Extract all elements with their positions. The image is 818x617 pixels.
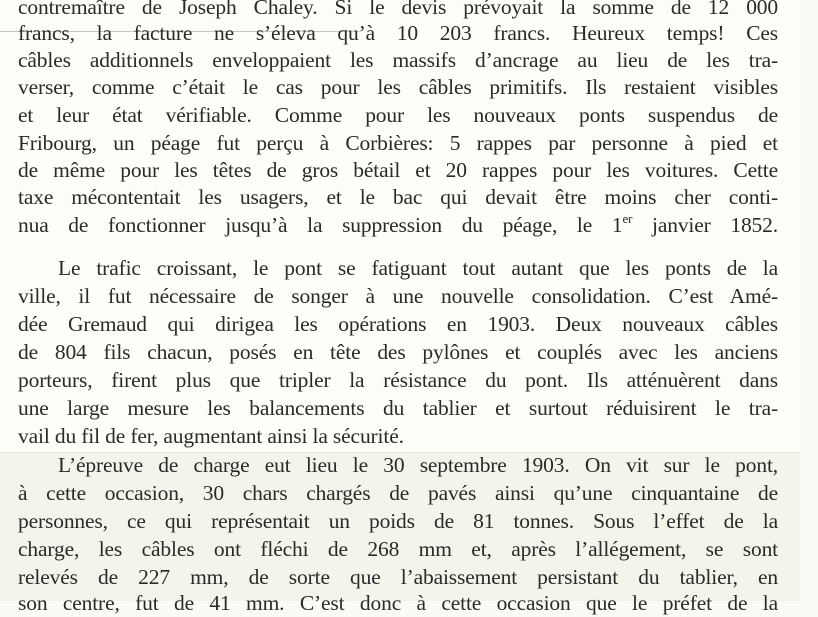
text-line: charge, les câbles ont fléchi de 268 mm et, après l’allégement, se sont xyxy=(18,537,778,561)
text-line: vail du fil de fer, augmentant ainsi la sécurité. xyxy=(18,424,404,448)
text-line-indented: L’épreuve de charge eut lieu le 30 septembre 1903. On vit sur le pont, xyxy=(58,453,778,477)
text-line: francs, la facture ne s’éleva qu’à 10 203 francs. Heureux temps! Ces xyxy=(18,21,778,45)
text-line: taxe mécontentait les usagers, et le bac qui devait être moins cher conti- xyxy=(18,185,778,209)
text-line: ville, il fut nécessaire de songer à une nouvelle consolidation. C’est Amé- xyxy=(18,284,778,308)
text-line: relevés de 227 mm, de sorte que l’abaissement persistant du tablier, en xyxy=(18,565,778,589)
text-line: câbles additionnels enveloppaient les massifs d’ancrage au lieu de les tra- xyxy=(18,48,778,72)
text-line-part: nua de fonctionner jusqu’à la suppression du péage, le 1 xyxy=(18,213,623,237)
text-line: contremaître de Joseph Chaley. Si le devis prévoyait la somme de 12 000 xyxy=(18,0,778,19)
text-line: personnes, ce qui représentait un poids de 81 tonnes. Sous l’effet de la xyxy=(18,509,778,533)
text-line: de même pour les têtes de gros bétail et 20 rappes pour les voitures. Cette xyxy=(18,158,778,182)
text-line: à cette occasion, 30 chars chargés de pavés ainsi qu’une cinquantaine de xyxy=(18,481,778,505)
text-line: une large mesure les balancements du tablier et surtout réduisirent le tra- xyxy=(18,396,778,420)
text-line: son centre, fut de 41 mm. C’est donc à cette occasion que le préfet de la xyxy=(18,591,778,615)
text-line-part: janvier 1852. xyxy=(632,213,778,237)
text-line xyxy=(0,211,800,239)
ordinal-superscript: er xyxy=(622,211,633,226)
text-line-indented: Le trafic croissant, le pont se fatiguant tout autant que les ponts de la xyxy=(58,256,778,280)
text-line: de 804 fils chacun, posés en tête des pylônes et couplés avec les anciens xyxy=(18,340,778,364)
text-line: Fribourg, un péage fut perçu à Corbières: 5 rappes par personne à pied et xyxy=(18,131,778,155)
text-line: porteurs, firent plus que tripler la résistance du pont. Ils atténuèrent dans xyxy=(18,368,778,392)
text-line: verser, comme c’était le cas pour les câbles primitifs. Ils restaient visibles xyxy=(18,75,778,99)
text-line: dée Gremaud qui dirigea les opérations en 1903. Deux nouveaux câbles xyxy=(18,312,778,336)
text-line: et leur état vérifiable. Comme pour les nouveaux ponts suspendus de xyxy=(18,103,778,127)
